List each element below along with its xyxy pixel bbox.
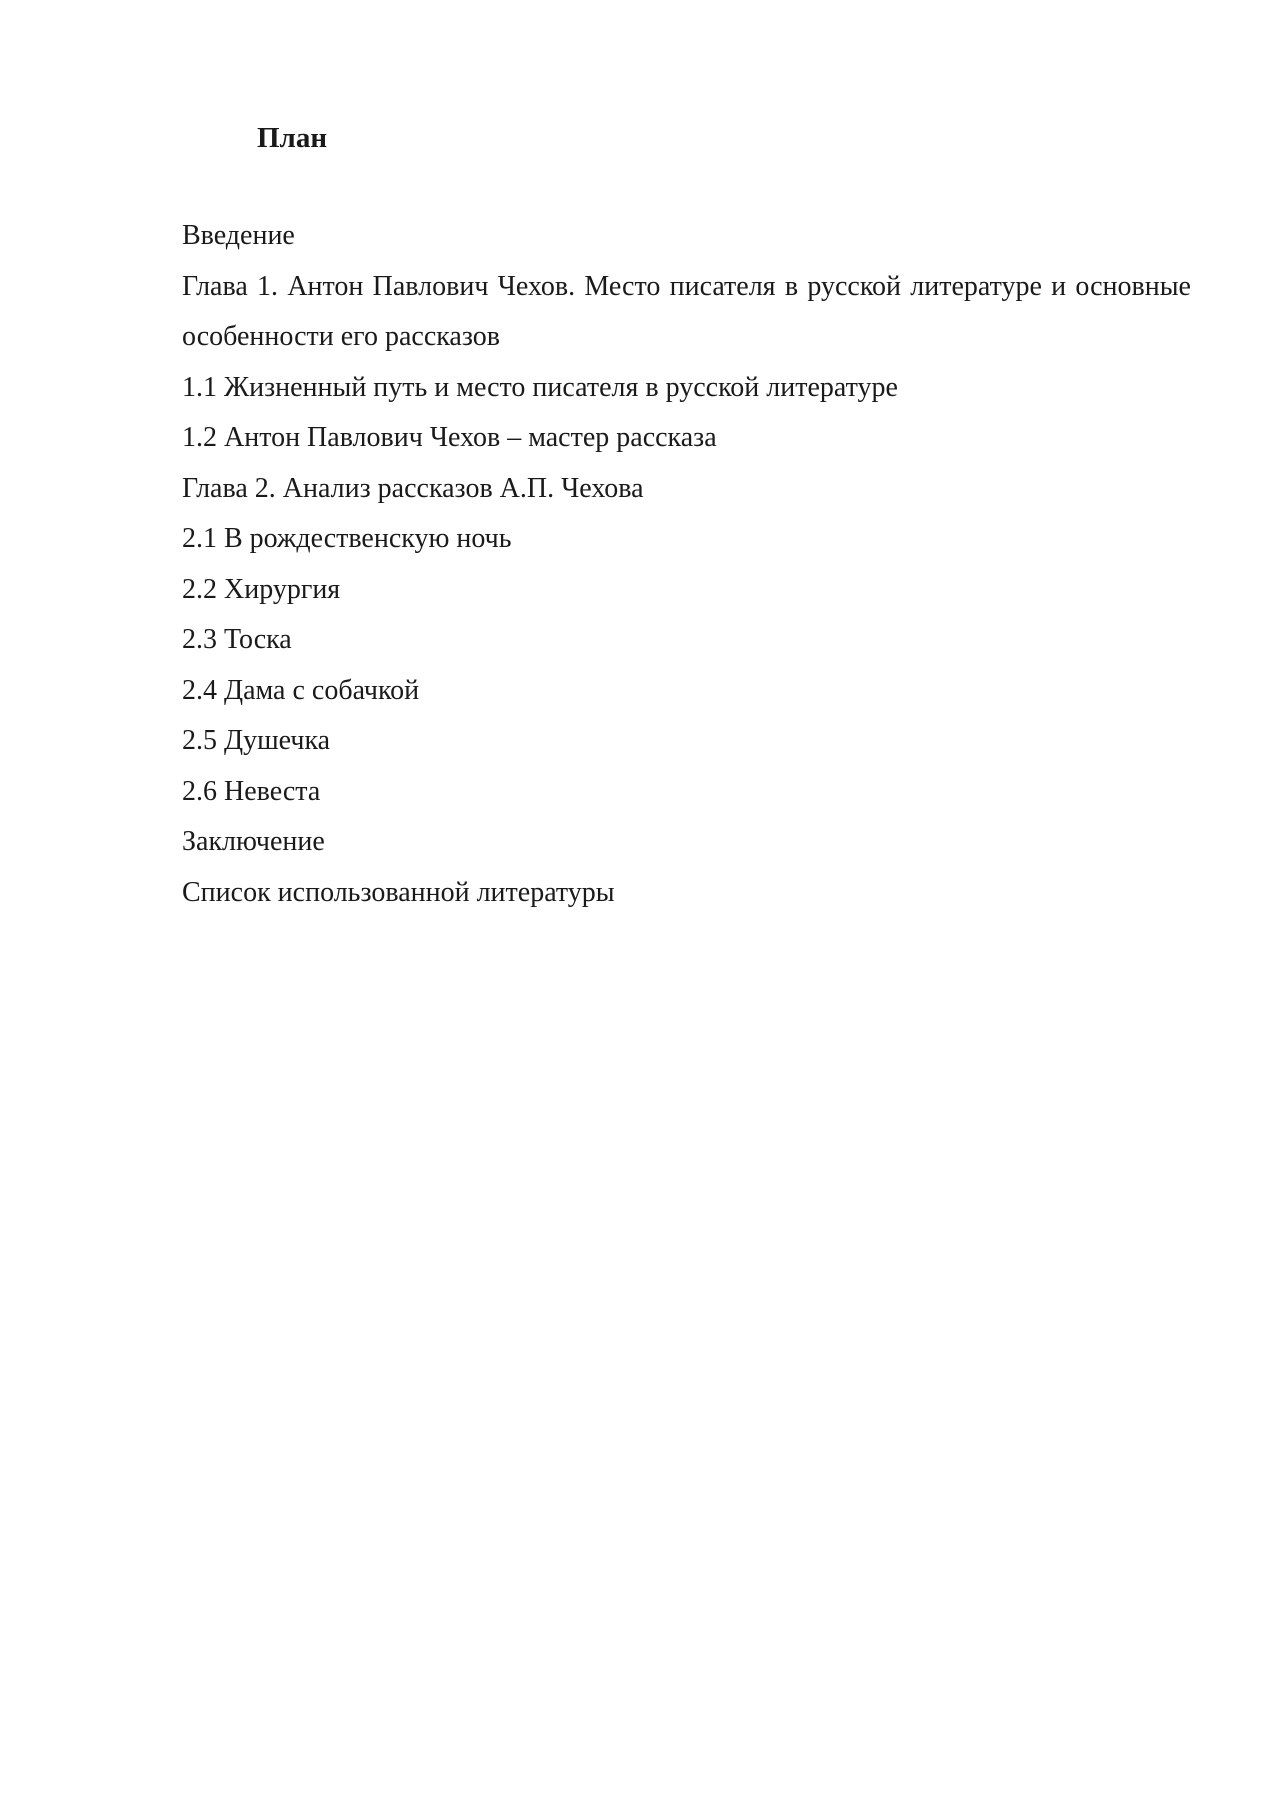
toc-item-chapter-2: Глава 2. Анализ рассказов А.П. Чехова	[182, 472, 644, 504]
toc-item-section-2-6: 2.6 Невеста	[182, 775, 321, 807]
toc-item-bibliography: Список использованной литературы	[182, 876, 615, 908]
toc-item-section-1-1: 1.1 Жизненный путь и место писателя в русской литературе	[182, 371, 898, 403]
page-title: План	[257, 122, 328, 154]
toc-item-section-2-4: 2.4 Дама с собачкой	[182, 674, 420, 706]
table-of-contents	[182, 211, 1191, 918]
toc-item-section-2-2: 2.2 Хирургия	[182, 573, 341, 605]
toc-item-section-2-1: 2.1 В рождественскую ночь	[182, 523, 512, 554]
toc-item-conclusion: Заключение	[182, 826, 325, 857]
toc-item-section-1-2: 1.2 Антон Павлович Чехов – мастер рассказа	[182, 422, 717, 453]
toc-item-section-2-5: 2.5 Душечка	[182, 725, 331, 756]
toc-item-introduction: Введение	[182, 220, 295, 251]
toc-item-chapter-1: Глава 1. Антон Павлович Чехов. Место писателя в русской литературе и основные особенности его рассказов	[182, 270, 1191, 352]
toc-item-section-2-3: 2.3 Тоска	[182, 624, 292, 655]
